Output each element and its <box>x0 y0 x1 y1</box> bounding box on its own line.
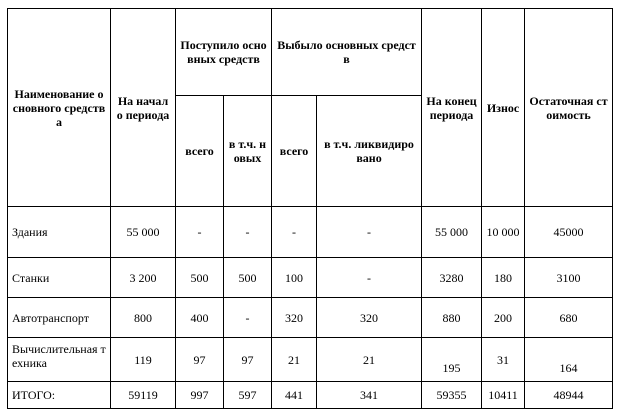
cell-disposed-liquidated: 320 <box>317 298 422 338</box>
cell-disposed-total: 320 <box>272 298 317 338</box>
cell-received-new: - <box>224 298 272 338</box>
cell-start: 59119 <box>111 382 176 409</box>
cell-wear: 10 000 <box>482 207 525 258</box>
header-received-new: в т.ч. новых <box>224 96 272 207</box>
header-disposed-liquidated: в т.ч. ликвидировано <box>317 96 422 207</box>
cell-start: 3 200 <box>111 258 176 298</box>
cell-wear: 200 <box>482 298 525 338</box>
cell-disposed-total: 21 <box>272 338 317 382</box>
cell-received-total: 500 <box>176 258 224 298</box>
table-row <box>8 207 613 258</box>
cell-name: Здания <box>8 207 111 258</box>
cell-end: 59355 <box>422 382 482 409</box>
cell-wear: 10411 <box>482 382 525 409</box>
cell-wear: 31 <box>482 338 525 382</box>
cell-disposed-liquidated: - <box>317 207 422 258</box>
table-row <box>8 258 613 298</box>
header-disposed: Выбыло основных средств <box>272 9 422 96</box>
cell-start: 800 <box>111 298 176 338</box>
cell-end: 3280 <box>422 258 482 298</box>
table-row-total <box>8 382 613 409</box>
cell-wear: 180 <box>482 258 525 298</box>
cell-residual: 164 <box>525 338 613 382</box>
header-residual: Остаточная стоимость <box>525 9 613 207</box>
cell-received-new: 597 <box>224 382 272 409</box>
cell-name: Станки <box>8 258 111 298</box>
cell-name: ИТОГО: <box>8 382 111 409</box>
cell-start: 119 <box>111 338 176 382</box>
cell-name: Вычислительная техника <box>8 338 111 382</box>
header-received: Поступило основных средств <box>176 9 272 96</box>
cell-received-total: 97 <box>176 338 224 382</box>
cell-residual: 45000 <box>525 207 613 258</box>
cell-disposed-total: - <box>272 207 317 258</box>
table-row <box>8 298 613 338</box>
cell-start: 55 000 <box>111 207 176 258</box>
cell-received-new: 97 <box>224 338 272 382</box>
header-start: На начало периода <box>111 9 176 207</box>
cell-disposed-total: 441 <box>272 382 317 409</box>
fixed-assets-table <box>7 8 613 409</box>
cell-end: 55 000 <box>422 207 482 258</box>
cell-received-total: 997 <box>176 382 224 409</box>
header-end: На конец периода <box>422 9 482 207</box>
cell-disposed-liquidated: 21 <box>317 338 422 382</box>
cell-name: Автотранспорт <box>8 298 111 338</box>
cell-residual: 48944 <box>525 382 613 409</box>
cell-disposed-total: 100 <box>272 258 317 298</box>
cell-residual: 3100 <box>525 258 613 298</box>
cell-received-new: - <box>224 207 272 258</box>
cell-disposed-liquidated: - <box>317 258 422 298</box>
cell-residual: 680 <box>525 298 613 338</box>
cell-disposed-liquidated: 341 <box>317 382 422 409</box>
header-wear: Износ <box>482 9 525 207</box>
cell-received-total: 400 <box>176 298 224 338</box>
header-received-total: всего <box>176 96 224 207</box>
table-row <box>8 338 613 382</box>
cell-received-total: - <box>176 207 224 258</box>
cell-end: 880 <box>422 298 482 338</box>
header-name: Наименование основного средства <box>8 9 111 207</box>
header-disposed-total: всего <box>272 96 317 207</box>
cell-received-new: 500 <box>224 258 272 298</box>
cell-end: 195 <box>422 338 482 382</box>
